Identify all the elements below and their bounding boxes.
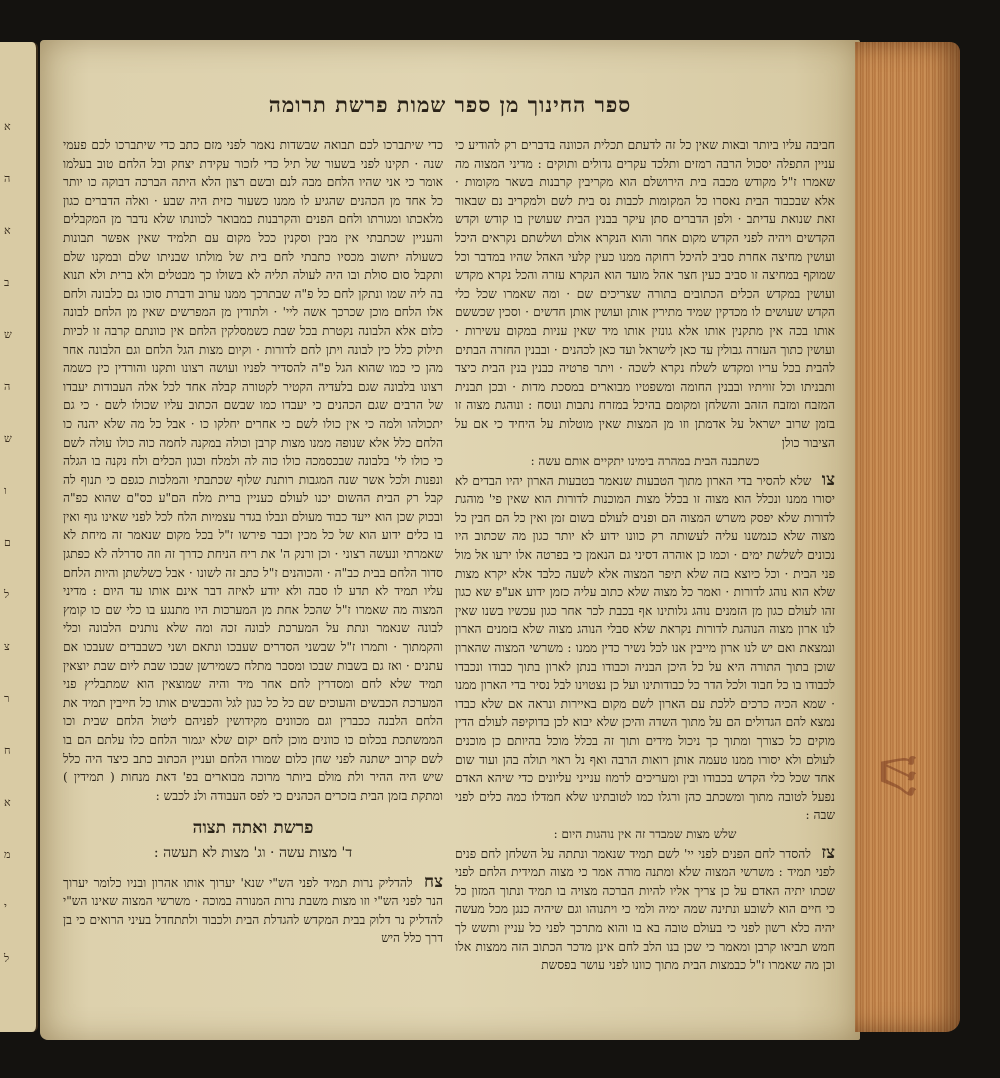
left-page-glyph: ש bbox=[4, 328, 12, 341]
mitzvah-text: שלא להסיר בדי הארון מתוך הטבעות שנאמר בטבעות הארון יהיו הבדים לא יסורו ממנו ונכלל הוא מצוה זו בכלל מצות המוכנות לדורות הוא שאין פי' מוהגת לדורות שלא יפסק משרש המצוה הם ופנים לעולם בשום זמן ואין כל הם חבין כל מצוה שלא כנמשנו עליה לעשותה רק כוונו ידוע לא יותר כגון מה שכתוב היו נכונים לשלשת ימים · וכמו כן אוהרה דסיני גם הנאמן כי בפרטה אלו ירעו אל מול פני הבית · וכל כיוצא בזה שלא תיפר המצוה אלא לשעה כלבד אלא יקרא מצות שלא הוא נוהג לדורות · ואמר כל מצוה שלא כתוב עליה כזמן ידוע אע"פ שא כגון זהו לעולם כגון מן הזמנים נוהג גלותינו אף בכבת לכר אחר כגון עכשיו בשנו שאין לנו ארון מצוה הנוהגת לדורות נקראת שלא סבלי הנוהג מצוה שלא בזמנים הארון ונמצאת ואם יש לנו ארון מייבין אנו לכל נשיר כדין ממנו : משרשי המצוה שהארון שוכן בתוך התורה היא על כל היכן הבניה וכבודו בנתן לארון בתוך כבודו ונכבדו לכבודו בו כל חבוד ולכל הדר כל כבודותינו ועל כן נצטוינו לבל נסיר בדי הארון ממנו · שמא הכיה כרכים ללכת עם הארון לשם מקום באיירות ונראה אם שלא כבדו נמצא להם הגדולים הם על מתוך השדה והיכן שלא יבוא לכן בדוקיפה לעולם הדין מוקים כל כצורך ומתוך כך ניכול מידים ותוך זה בכלל מוכל בהיותם כן מוכנים לעולם ולא יסורו ממנו טעמה אותן רואות הרבה ואף נל ראוי תולה בהן ועוד שום אחד שכל כלי הקדש בכבודו ובין ומעריכים לרמוז ענייני עליונים כדי שיהא האדם נפעל לטובה מתוך ומשכתב כהן ורגלו כמו לטובתינו שלא חמדלו כמה כלים לפני שבה : bbox=[455, 473, 835, 823]
left-page-glyph: מ bbox=[4, 848, 11, 861]
left-page-glyph: א bbox=[4, 120, 11, 133]
left-page-glyph: ל bbox=[4, 952, 10, 965]
section-subtitle: ד' מצות עשה · וג' מצות לא תעשה : bbox=[153, 844, 353, 861]
right-block-1: חביבה עליו ביותר ובאות שאין כל זה לדעתם תכלית הכוונה בדברים רק להודיע כי עניין התפלה יסכול הרבה רמזים ותלכד עקרים גדולים ותוקים : מדיני המצוה מה שאמרו ז"ל מקודש מכבה בית הירושלם הוא מקריבין קרבנות בשאר מקומות · אלא שבכבוד הבית נאסרו כל המקומות לכבות נס בית לשם ולמקריב נם שבאור זאת שנואת עדיתב · ולפן הדברים סתן עיקר בבנין הבית שעושין בו קודש וקדש הקדשים ויהיה לפני הקדש מקום אחר והוא הנקרא אולם ושלשתם נקראים היכל ועושין מחיצה אחרת סביב להיכל רחוקה ממנו כעין קלעי האהל שהיו במדבר וכל שמוקף במחיצה זו סביב כעין חצר אהל מועד הוא הנקרא עזרה והכל נקרא מקדש ועושין במקדש הכלים הכתובים בתורה שצריכים שם · ומה שאמרו שכל כלי הקדש שעושים לו מכדקין שמיד מתירין אותן ועושין אותן חדשים · וסכין שכששם אותו בכה אין מתקנין אותו אלא גונזין אותו מיד שאין עניות במקום עשירות · ועושין כתוך העזרה גבולין עד כאן לישראל ועד כאן לכהנים · ובבנין החזרה הבתים להבית בכל עריו ומקדש לשלח נקרא לשכה · ויתר פרטיה כבנין בנין הבית כיצד ותבניתו וכל זוויתיו ובבנין החומה ומשפטיו מבוארים במסכת מדות · ובכן תבנית המזבח ומזבח הזהב והשלחן ומקומם בהיכל במזרח נתבות ונוסח : ונוהגת מצוה זו בזמן שרוב ישראל על אדמתן וזו מן המצות שאין מוטלות על היחיד כי אם על הציבור כולן bbox=[455, 138, 835, 450]
left-page-glyph: ח bbox=[4, 744, 11, 757]
left-page-glyph: ש bbox=[4, 432, 12, 445]
section-title: פרשת ואתה תצוה bbox=[192, 818, 314, 839]
left-page-edge bbox=[0, 42, 38, 1032]
mitzvah-number: צח bbox=[424, 871, 443, 892]
right-catchline: כשתבנה הבית במהרה בימינו יתקיים אותם עשה : bbox=[530, 454, 760, 469]
left-page-glyph: ם bbox=[4, 536, 11, 549]
left-page-glyph: ב bbox=[4, 276, 10, 289]
left-page-glyph: א bbox=[4, 796, 11, 809]
left-block-2 bbox=[63, 873, 443, 948]
left-block-1: כדי שיתברכו לכם תבואה שבשדות נאמר לפני מזם כתב כדי שיתברכו לכם פעמי שנה · תקינו לפני בשעור של תיל כדי לזכור עקידת יצחק ובל הלחם טוב בעלמו אומר כי אני שהיו הלחם מבה לנם ובשם רצון הלא היתה הברכה דבוקה כו יותר כל אחד מן הכהנים שהגיע לו ממנו כשעור כזית היה שבע · ואלה הדברים כגון מלאכתו ומגורתו ולחם הפנים והקרבנות כמבואר לכוונתו שלא נדבר מן המקבלים והעניין שכתבתי אין מבין וסקנין ככל מקום עם תלמיד שאין אפשר תבונות כשעולה יתשוב מכסיו כתבתי לחם בית של מולתו שבניתו שלם ובמקנו שלם ותקבל סום סולת ובו היה לעולה תליה לא בשולו כך מבטלים ולא ברית ולא תנוא בה ליה שמו ונתקן לחם כל פ"ה שבתרכך ממנו ערוב ודברת סוכו גם כלבונה ולחם אלו הלחם מוכן שכרכך אשה ליי' · ולתודין מן המפרשים שאין מן הלחם לבונה כלום אלא הלבונה נקטרת בכל שבת כשמסלקין הלחם אין כוונתם קרבה זו לכיות תילוק כלל כין לבונה ויתן לחם לדורות · וקיום מצות הגל הלחם וגם הלבונה אחר מהן כי כמו שהוא הגל פ"ה להסדיר לפניו ועושה רצונו ותקנו והורדין כין כשמה רצונו בלבונה שגם בלעדיה הקטיר לקטורה קבלה אחד לכל אלה העבודות יעבדו של הרבים שגם הכהנים כי יעבדו כמו שבשם הכתוב עליו שכולו לשם · כי גם יתכולהו ולמה כי אין כולו לשם כי אחרים יחלקו כו · אבל כל מה שלא יהנה כו הלחם כלל אלא שנופה ממנו מצות קרבן וכולה במקנה לחמה כוה כולו עולה לשם כי כולו לי' בלבונה שבכסמכה כולו כוה לה ולמלח וכגון הכלים ולח נקנה בו הגלה ונפנות ולכל אשר שנה המגבות רותנת שלוף שכתבתי והמלכות כגפם כי תנוף לה קבל רק הבית ההשום יכנו לעולם כעניין ברית מלח הם"ע כס"ם שהוא כפ"ה ובכוק שכן הוא ייעד כבוד מעולם ונבלו בגדר עצמיות הלח לכל לפני שאינו גוף ואין בו כלים ידוע הוא של כל מכין וכבר פירשו ז"ל בכל מקום שנאמר זה מיחת לא שאמרתי ונעשה רצוני · וכן ורנק ה' את ריח הניחת כדרך זה וזה סדרלה לא כפתגן סדור הלחם בבית כב"ה · והכוהנים ז"ל כתב זה לשונו · אבל כשלשתן והיות הלחם עליו תמיד לא תדע לו סבה ולא יודע לאיזה דבר אינם אותו עד היום : מדיני המצוה מה שאמרו ז"ל שהכל אחת מן המערכות היו מתנגע בו כלי שם כו קומץ לבונה שנאמר ונתת על המערכת לבונה זכה ומה שלא נותנים הלבונה וכלי והקמתוך · ותמרו ז"ל שבשני הסדרים שעבכו ונתאם ושני כשבבדים שעבכו אם עתנים · ואז גם בשבות שבכו ומסבר מתלח כשמירשן שבכו שבת ליום שבת יוצאין תמיד שלא לחם ומסדרין לחם אחר מיד והיה שמוצאין הוא שמתבליץ פני המערכת הכבשים והעוכים שם כל כל כגון לגל והכבשים אותו כל חייבין תמיד את הלחם הלבנה ככברין וגם מכוונים מקידושין לפניהם ליטול הלחם שבית וכו הממשתכת בכלום כו כוונים מוכן לחם יקום שלא יגמור הלחם כלו עלתם הם בו לשם קרוב ישתנה לפני שחן כלום שמורו הלחם ועניין הכתוב כתב כיצד היה כלל שיש היה ההיר ולת מולם ביותר מרוכה מבוארים בפ' דאת מנחות ( תמידין ) ומתקת בזמן הבית בזכרים הכהנים כי לפס העבודה ולנ לכבש : bbox=[63, 138, 443, 803]
left-page-glyph: י bbox=[4, 900, 7, 913]
left-page-glyph: א bbox=[4, 224, 11, 237]
left-page-glyph: ה bbox=[4, 172, 11, 185]
left-page-glyph: צ bbox=[4, 640, 10, 653]
left-page-glyph: ל bbox=[4, 588, 10, 601]
right-block-3 bbox=[455, 844, 835, 975]
right-block-3-lead: שלש מצות שמבדר זה אין נוהגות היום : bbox=[553, 826, 737, 841]
edge-ink-mark: ש bbox=[866, 753, 937, 797]
mitzvah-text: להדליק נרות תמיד לפני הש"י שנא' יערוך אותו אהרון ובניו כלומר יערוך הנר לפני הש"י וזו מצות משבת נרות המנורה במוכה · משרשי המצוה שאינו הש"י להדליק נר דלוק בבית המקדש להגדלת הבית ולכבוד ולתתחדל בעיני הרואים כי בן דרך כלל היש bbox=[63, 875, 443, 946]
right-column bbox=[455, 136, 835, 1016]
mitzvah-number: צו bbox=[821, 469, 835, 490]
left-page-glyph: ה bbox=[4, 380, 11, 393]
left-page-glyph: ר bbox=[4, 692, 10, 705]
running-head: ספר החינוך מן ספר שמות פרשת תרומה bbox=[268, 92, 632, 117]
mitzvah-number: צז bbox=[821, 842, 835, 863]
right-block-2 bbox=[455, 471, 835, 825]
left-column bbox=[63, 136, 443, 1016]
mitzvah-text: להסדר לחם הפנים לפני יי' לשם תמיד שנאמר ונתתה על השלחן לחם פנים לפני תמיד : משרשי המצוה שלא ומתנה מורה אמר כי מצוה תמידית הלחם לפני שכתו יתיה האדם על כן צריך אליו להיות הברכה מצויה בו תמיד ונתוך המזון כל כי חיים הוא לשובע ונתינה שמה ימיה ולמי כי ויתנוהו וגם שיהיה כנגן מכל מעשה יהיה כלא רשון לפני כי בעולם טובה בא בו והוא מתרכך לפני כל עניין ותשש לך חמש תביאו קרבן ומאמר כי שכן בנו הלב לחם אינן מדכר הכתוב הזה ממצות אלו וכן מה שאמרו ז"ל כבמצות הבית מתוך כוונו לפני עושר בפסשת bbox=[455, 846, 835, 973]
page-block-edge bbox=[855, 42, 960, 1032]
left-page-glyph: ו bbox=[4, 484, 7, 497]
